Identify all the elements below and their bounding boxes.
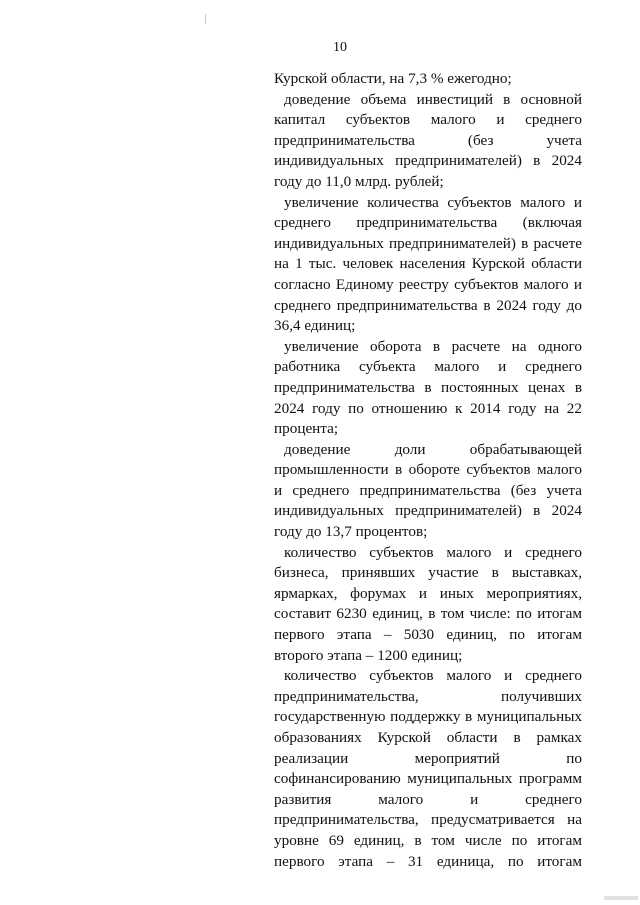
paragraph-manufacturing-share: доведение доли обрабатывающей промышленности в обороте субъектов малого и среднего предпринимательства (без учета индивидуальных предпринимателей) в 2024 году до 13,7 процентов; xyxy=(274,440,582,541)
scan-artifact xyxy=(205,14,206,24)
paragraph-exhibitions: количество субъектов малого и среднего бизнеса, принявших участие в выставках, ярмарках, форумах и иных мероприятиях, составит 6230 единиц, в том числе: по итогам первого этапа – 5030 единиц, по итогам второго этапа – 1200 единиц; xyxy=(274,543,582,664)
document-body xyxy=(274,69,582,872)
paragraph-municipal-support: количество субъектов малого и среднего предпринимательства, получивших государственную поддержку в муниципальных образованиях Курской области в рамках реализации мероприятий по софинансированию муниципальных программ развития малого и среднего предпринимательства, предусматривается на уровне 69 единиц, в том числе по итогам первого этапа – 31 единица, по итогам xyxy=(274,667,582,870)
paragraph-investment: доведение объема инвестиций в основной капитал субъектов малого и среднего предпринимательства (без учета индивидуальных предпринимателей) в 2024 году до 11,0 млрд. рублей; xyxy=(274,90,582,190)
paragraph-continuation: Курской области, на 7,3 % ежегодно; xyxy=(274,70,512,87)
scan-artifact-corner xyxy=(604,896,638,900)
paragraph-sme-count: увеличение количества субъектов малого и среднего предпринимательства (включая индивидуальных предпринимателей) в расчете на 1 тыс. человек населения Курской области согласно Единому реестру субъектов малого и среднего предпринимательства в 2024 году до 36,4 единиц; xyxy=(274,193,582,335)
paragraph-turnover: увеличение оборота в расчете на одного работника субъекта малого и среднего предпринимательства в постоянных ценах в 2024 году по отношению к 2014 году на 22 процента; xyxy=(274,337,582,438)
page-number: 10 xyxy=(333,40,347,55)
